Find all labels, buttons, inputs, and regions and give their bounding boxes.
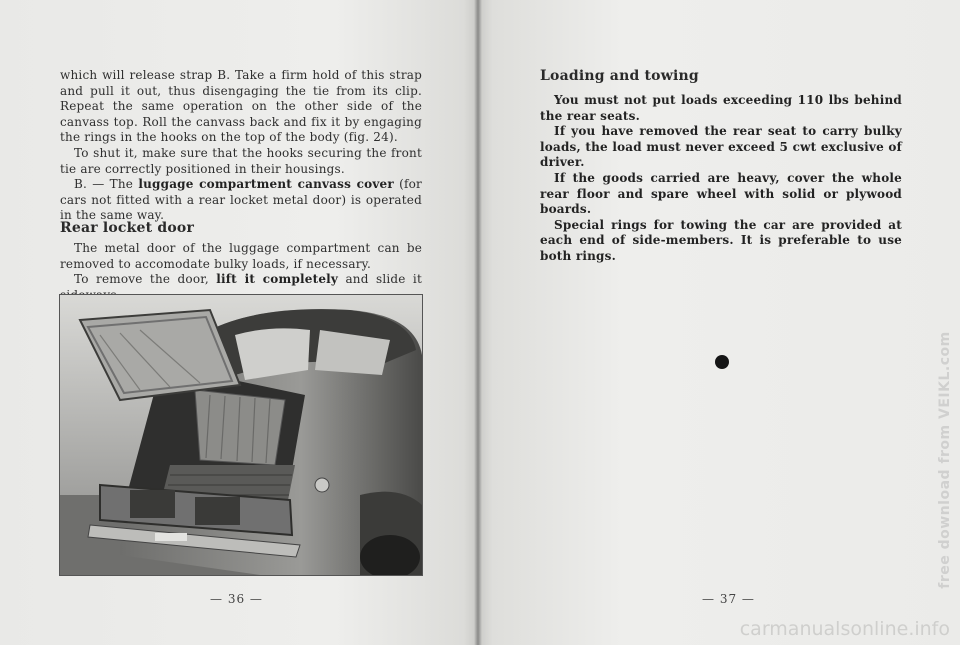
section-heading: Rear locket door [60,220,195,236]
loading-towing-paragraphs [540,93,902,265]
book-gutter [474,0,482,645]
rear-locket-door-section [60,220,422,303]
bullet-dot [715,355,729,369]
page-number-left: — 36 — [210,592,263,606]
right-page-body [540,68,902,265]
side-watermark-text: free download from VEIKL.com [937,331,953,589]
text-span: (for cars not fitted with a rear locket metal door) is operated in the same way. [60,177,422,223]
page-number-right: — 37 — [702,592,755,606]
left-page-body [60,68,422,224]
text-span: To remove the door, [74,272,217,287]
side-watermark [932,330,958,590]
bold-text: luggage compartment canvass cover [138,177,394,192]
bottom-watermark: carmanualsonline.info [739,618,950,640]
car-photo-illustration [60,295,422,575]
paragraph [60,146,422,177]
paragraph [540,171,902,218]
paragraph [540,218,902,265]
text-span: B. — The [74,177,139,192]
bold-text: You must not put loads exceeding 110 lbs behind the rear seats. [540,93,902,123]
paragraph [60,241,422,272]
text-span: To shut it, make sure that the hooks securing the front tie are correctly positioned in their housings. [60,145,422,176]
text-span: which will release strap B. Take a firm hold of this strap and pull it out, thus disengaging the tie from its clip. Repeat the same operation on the other side of the canvass top. Roll the canvass back and fix it by engaging the rings in the hooks on the top of the body (fig. 24). [60,68,422,145]
loading-towing-heading: Loading and towing [540,68,699,84]
text-span: The metal door of the luggage compartment can be removed to accomodate bulky loads, if necessary. [60,241,422,271]
bold-text: If the goods carried are heavy, cover the whole rear floor and spare wheel with solid or plywood boards. [540,170,902,217]
paragraph [60,68,422,146]
text-span: and slide it [345,272,422,287]
bold-text: lift it completely [216,272,339,287]
bold-text: If you have removed the rear seat to carry bulky loads, the load must never exceed 5 cwt exclusive of driver. [540,124,902,170]
car-rear-luggage-photo [59,294,423,576]
paragraph [540,124,902,171]
paragraph [60,177,422,224]
bold-text: Special rings for towing the car are provided at each end of side-members. It is preferable to use both rings. [540,217,902,263]
paragraph [540,93,902,124]
